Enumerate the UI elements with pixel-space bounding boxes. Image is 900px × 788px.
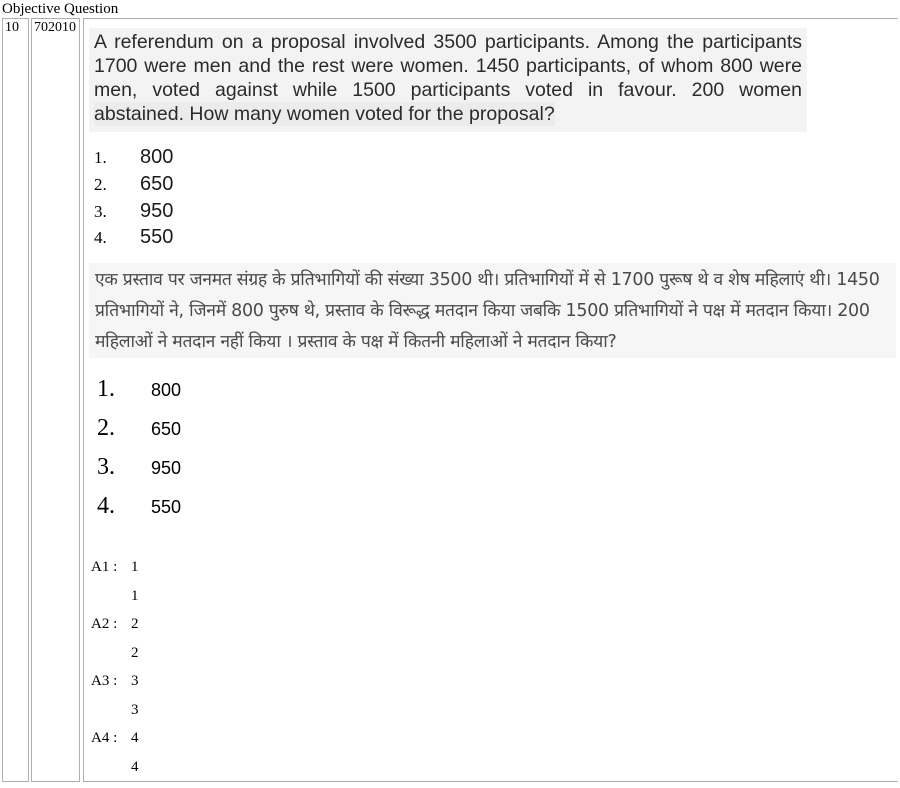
option-value: 800 [151,380,182,400]
option-hi-4 [97,493,181,520]
question-text-hindi: एक प्रस्ताव पर जनमत संग्रह के प्रतिभागियों की संख्या 3500 थी। प्रतिभागियों में से 1700 पुरूष थे व शेष महिलाएं थी। 1450 प्रतिभागियों ने, जिनमें 800 पुरुष थे, प्रस्ताव के विरूद्ध मतदान किया जबकि 1500 प्रतिभागियों ने पक्ष में मतदान किया। 200 महिलाओं ने मतदान नहीं किया । प्रस्ताव के पक्ष में कितनी महिलाओं ने मतदान किया? [89,263,896,358]
answer-a2 [91,616,139,633]
option-value: 650 [140,173,174,195]
question-number: 10 [5,20,19,35]
answer-a4 [91,730,139,747]
option-en-1 [94,146,173,169]
question-id: 702010 [34,20,76,35]
question-text-english-last: abstained. How many women voted for the proposal? [94,103,555,125]
option-hi-1 [97,376,181,403]
option-number: 2. [97,415,115,441]
answer-a3-second: 3 [131,702,139,718]
answer-label: A2 : [91,616,118,632]
answer-a2-second: 2 [131,645,139,661]
option-number: 1. [97,376,115,402]
option-number: 4. [94,228,107,247]
question-text-english [89,28,807,132]
answer-label: A4 : [91,730,118,746]
option-value: 950 [151,458,182,478]
question-id-cell [31,18,80,782]
option-value: 950 [140,200,174,222]
answer-value: 1 [131,559,139,575]
option-number: 1. [94,148,107,167]
answer-a1 [91,559,139,576]
option-value: 800 [140,146,174,168]
answer-a4-second: 4 [131,759,139,775]
answer-a1-second: 1 [131,588,139,604]
answer-label: A3 : [91,673,118,689]
option-value: 550 [140,226,174,248]
option-hi-2 [97,415,181,442]
option-value: 650 [151,419,182,439]
option-hi-3 [97,454,181,481]
answer-a3 [91,673,139,690]
option-number: 3. [97,454,115,480]
answer-value: 3 [131,673,139,689]
question-body-cell [83,18,898,782]
option-number: 3. [94,202,107,221]
question-type-header: Objective Question [2,1,119,17]
option-value: 550 [151,497,182,517]
question-number-cell [2,18,29,782]
option-en-2 [94,173,173,196]
option-en-3 [94,200,173,223]
option-number: 4. [97,493,115,519]
question-text-english-main: A referendum on a proposal involved 3500 participants. Among the participants 1700 were men and the rest were women. 1450 participants, of whom 800 were men, voted against while 1500 participants voted in favour. 200 women [94,31,802,101]
answer-label: A1 : [91,559,118,575]
answer-value: 2 [131,616,139,632]
option-number: 2. [94,175,107,194]
option-en-4 [94,226,173,249]
answer-value: 4 [131,730,139,746]
